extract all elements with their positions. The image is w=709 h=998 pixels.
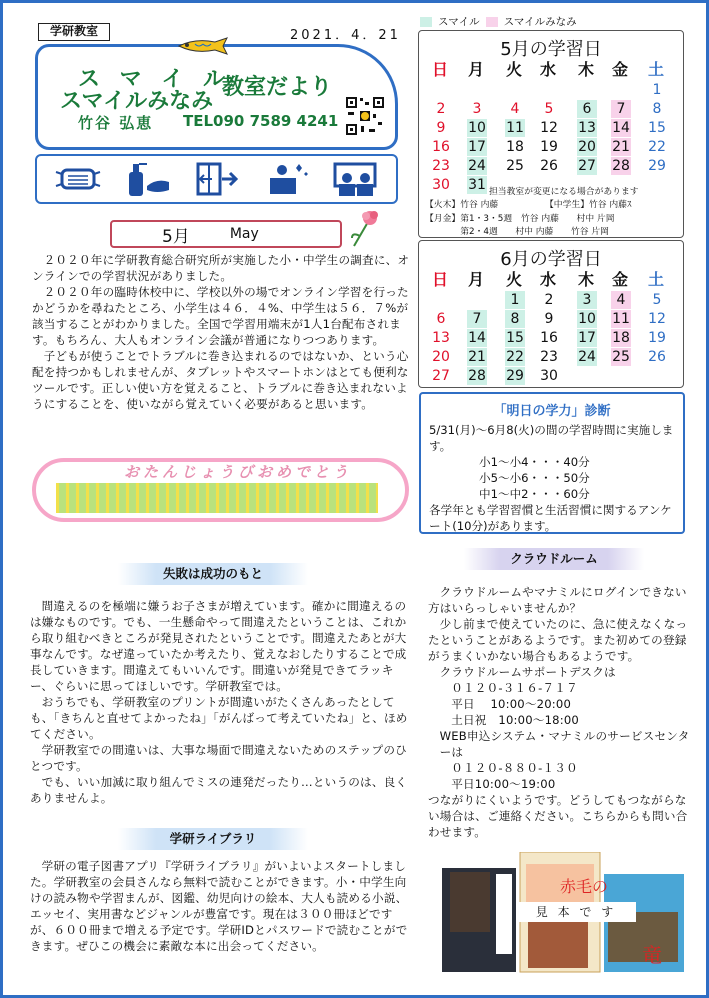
calendar_may-day: 28 [612, 158, 630, 174]
teacher-name: 竹谷 弘恵 [78, 114, 154, 132]
calendar_june-day: 24 [578, 349, 596, 365]
svg-text:竜: 竜 [642, 943, 662, 967]
calendar_june-day: 9 [544, 311, 554, 327]
calendar_may-day: 16 [432, 139, 450, 155]
legend-swatch-smile [420, 17, 432, 27]
calendar_june-day: 27 [432, 368, 450, 384]
calendar_june-day: 11 [612, 311, 630, 327]
calendar_may-day: 15 [648, 120, 666, 136]
birthday-name-band [56, 483, 378, 513]
calendar_may-day: 30 [432, 177, 450, 193]
phone-number: TEL090 7589 4241 [183, 112, 339, 130]
failure-paragraph-3: 学研教室での間違いは、大事な場面で間違えないためのステップのひとつです。 [30, 743, 407, 773]
intro-paragraph-2: ２０２０年の臨時休校中に、学校以外の場でオンライン学習を行ったかどうかを尋ねたところ、小学生は４６．４%、中学生は５６．７%が該当することがわかりました。全国で学習用端末が1人1台配布されます。もちろん、大人もオンライン会議が普通になりつつあります。 [32, 285, 409, 347]
web-service-label: WEB申込システム・マナミルのサービスセンターは [439, 729, 690, 759]
web-service-hours: 平日10:00～19:00 [451, 777, 556, 791]
calendar-legend [420, 14, 577, 29]
section-library-title: 学研ライブラリ [118, 828, 308, 850]
legend-label-minami: スマイルみなみ [503, 16, 577, 28]
section-cloud-text [428, 584, 693, 840]
calendar_may-dow-2: 火 [505, 60, 522, 79]
calendar_june-day: 14 [468, 330, 486, 346]
calendar_may-day: 12 [540, 120, 558, 136]
cloud-paragraph-2: 少し前まで使えていたのに、急に使えなくなったということがあるようです。また初めての登録がうまくいかない場合もあるようです。 [428, 617, 688, 663]
calendar_june-day: 6 [436, 311, 446, 327]
title-line-2: スマイルみなみ [60, 89, 214, 114]
calendar-may-title: 5月の学習日 [500, 39, 602, 60]
assessment-box [419, 392, 685, 534]
legend-swatch-minami [486, 17, 498, 27]
calendar_june-dow-1: 月 [467, 270, 484, 289]
calendar_may-day: 26 [540, 158, 558, 174]
qr-code-icon [345, 96, 385, 136]
calendar_june-day: 19 [648, 330, 666, 346]
calendar_may-day: 7 [611, 100, 631, 118]
calendar_may-day: 14 [612, 120, 630, 136]
month-banner [110, 220, 342, 248]
partition-icon [331, 160, 379, 198]
cloud-weekday-hours: 平日 10:00～20:00 [451, 697, 572, 711]
calendar_june-dow-6: 土 [647, 270, 664, 289]
calendar_may-day: 9 [436, 120, 446, 136]
calendar_may-dow-1: 月 [467, 60, 484, 79]
classroom-tag: 学研教室 [38, 23, 110, 41]
calendar_may-day: 6 [577, 100, 597, 118]
calendar_june-day: 8 [505, 310, 525, 328]
calendar_may-dow-3: 水 [539, 60, 556, 79]
calendar_may-day: 25 [506, 158, 524, 174]
calendar_may-day: 17 [468, 139, 486, 155]
calendar_june-dow-2: 火 [505, 270, 522, 289]
section-failure-text [30, 598, 410, 806]
calendar_may-day: 29 [648, 158, 666, 174]
section-library-text [30, 858, 410, 954]
ventilation-icon [192, 160, 240, 198]
cloud-paragraph-1: クラウドルームやマナミルにログインできない方はいらっしゃいませんか？ [428, 585, 687, 615]
section-failure-title: 失敗は成功のもと [118, 563, 308, 585]
calendar_may-day: 1 [652, 82, 662, 98]
calendar-may-note: 担当教室が変更になる場合があります [489, 187, 639, 197]
failure-paragraph-2: おうちでも、学研教室のプリントが間違いがたくさんあったとしても、「きちんと直せてよかったね」「がんばって考えていたね」と、ほめてください。 [30, 695, 408, 741]
assessment-line-2: 小1～小4・・・40分 [479, 455, 590, 469]
calendar_may-day: 8 [652, 101, 662, 117]
calendar_may-day: 24 [468, 158, 486, 174]
calendar_may-dow-0: 日 [431, 60, 448, 79]
calendar_may-day: 27 [578, 158, 596, 174]
birthday-banner-title: おたんじょうびおめでとう [124, 463, 353, 481]
intro-paragraph-1: ２０２０年に学研教育総合研究所が実施した小・中学生の調査に、オンラインでの学習状況がありました。 [32, 253, 410, 283]
safety-icon-bar [35, 154, 398, 204]
issue-date: 2021．4．21 [290, 28, 401, 43]
calendar_may-day: 2 [436, 101, 446, 117]
calendar_june-day: 17 [578, 330, 596, 346]
cloud-paragraph-last: つながりにくいようです。どうしてもつながらない場合は、ご連絡ください。こちらからも問い合わせます。 [428, 793, 688, 839]
calendar_may-day: 21 [612, 139, 630, 155]
calendar_may-day: 4 [510, 101, 520, 117]
calendar_may-day: 13 [578, 120, 596, 136]
cleaning-icon [262, 160, 310, 198]
calendar_june-day: 4 [611, 291, 631, 309]
assessment-line-5: 各学年とも学習習慣と生活習慣に関するアンケート(10分)があります。 [429, 503, 672, 533]
calendar_june-day: 5 [652, 292, 662, 308]
calendar_may-day: 19 [540, 139, 558, 155]
calendar_may-day: 10 [468, 120, 486, 136]
calendar_june-day: 7 [467, 310, 487, 328]
cloud-support-label: クラウドルームサポートデスクは [439, 665, 616, 679]
hand-sanitizer-icon [123, 160, 171, 198]
cloud-weekend-hours: 土日祝 10:00～18:00 [451, 713, 579, 727]
title-line-1: ス マ イ ル [78, 67, 231, 92]
calendar_may-day: 5 [544, 101, 554, 117]
carnation-icon [346, 208, 380, 248]
calendar_may-day: 20 [578, 139, 596, 155]
calendar_may-day: 23 [432, 158, 450, 174]
calendar_june-day: 22 [506, 349, 524, 365]
calendar_june-day: 13 [432, 330, 450, 346]
title-main: 教室だより [222, 75, 333, 100]
month-label-jp: 5月 [162, 226, 190, 247]
carp-streamer-icon [175, 36, 231, 56]
failure-paragraph-1: 間違えるのを極端に嫌うお子さまが増えています。確かに間違えるのは嫌なものです。でも、一生懸命やって間違えたということは、これから取り組むべきところが発見されたということです。間違えたあとが大事なんです。なぜ違っていたか考えたり、覚えなおしたりすることで成長していきます。間違えてもいいんです。間違いが発見できてラッキー、ぐらいに思ってほしいです。学研教室では。 [30, 599, 407, 693]
calendar_june-day: 26 [648, 349, 666, 365]
assessment-line-3: 小5～小6・・・50分 [479, 471, 590, 485]
library-paragraph-1: 学研の電子図書アプリ『学研ライブラリ』がいよいよスタートしました。学研教室の会員さんなら無料で読むことができます。小・中学生向けの読み物や学習まんが、図鑑、幼児向けの絵本、大人も読める小説、エッセイ、実用書などジャンルが豊富です。現在は３００冊ほどですが、６００冊まで増える予定です。学研IDとパスワードで読むことができます。ぜひこの機会に素敵な本に出会ってください。 [30, 859, 408, 953]
calendar-may-staff-4: 第2・4週 村中 内藤 竹谷 片岡 [425, 227, 609, 237]
calendar_may-dow-5: 金 [611, 60, 628, 79]
calendar_june-day: 30 [540, 368, 558, 384]
calendar_june-dow-4: 木 [577, 270, 594, 289]
calendar_june-day: 29 [506, 368, 524, 384]
calendar_june-day: 3 [577, 291, 597, 309]
calendar_june-day: 12 [648, 311, 666, 327]
svg-text:赤毛の: 赤毛の [560, 877, 609, 896]
calendar-june [418, 240, 684, 388]
legend-label-smile: スマイル [438, 16, 480, 28]
calendar_june-day: 1 [505, 291, 525, 309]
calendar_june-day: 25 [612, 349, 630, 365]
books-caption: 見 本 で す [516, 902, 636, 922]
calendar-june-title: 6月の学習日 [500, 249, 602, 270]
calendar_june-day: 16 [540, 330, 558, 346]
assessment-title: 「明日の学力」診断 [493, 404, 611, 419]
intro-paragraph-3: 子どもが使うことでトラブルに巻き込まれるのではないか、という心配を持つかもしれませんが、タブレットやスマートホンはとても便利なツールです。正しい使い方を覚えること、トラブルに巻き込まれないようにすることを、使いながら覚えていく必要があると思います。 [32, 349, 409, 411]
calendar-may-staff-1: 【火木】竹谷 内藤 [425, 200, 499, 210]
calendar_may-day: 22 [648, 139, 666, 155]
calendar_may-dow-4: 木 [577, 60, 594, 79]
calendar_june-day: 28 [468, 368, 486, 384]
intro-text [32, 252, 412, 412]
calendar_may-day: 31 [468, 177, 486, 193]
calendar_june-day: 21 [468, 349, 486, 365]
calendar_june-dow-3: 水 [539, 270, 556, 289]
calendar_may-dow-6: 土 [647, 60, 664, 79]
mask-icon [54, 160, 102, 198]
section-cloud-title: クラウドルーム [464, 548, 644, 570]
calendar_june-day: 10 [578, 311, 596, 327]
calendar-may [418, 30, 684, 238]
calendar_june-day: 20 [432, 349, 450, 365]
assessment-line-4: 中1～中2・・・60分 [479, 487, 590, 501]
assessment-line-1: 5/31(月)～6月8(火)の間の学習時間に実施します。 [429, 423, 674, 453]
month-label-en: May [229, 226, 259, 242]
calendar_may-day: 11 [506, 120, 524, 136]
calendar_may-day: 3 [472, 101, 482, 117]
calendar-may-staff-2: 【中学生】竹谷 内藤ｽ [545, 200, 632, 210]
calendar_june-dow-0: 日 [431, 270, 448, 289]
calendar_june-day: 15 [506, 330, 524, 346]
failure-paragraph-4: でも、いい加減に取り組んでミスの連発だったり…というのは、良くありませんよ。 [30, 775, 408, 805]
cloud-support-phone: ０１２０-３１６-７１７ [451, 681, 578, 695]
calendar_june-day: 2 [544, 292, 554, 308]
calendar_june-day: 18 [612, 330, 630, 346]
calendar-may-staff-3: 【月金】第1・3・5週 竹谷 内藤 村中 片岡 [425, 214, 615, 224]
calendar_june-dow-5: 金 [611, 270, 628, 289]
calendar_june-day: 23 [540, 349, 558, 365]
web-service-phone: ０１２０-８８０-１３０ [451, 761, 578, 775]
assessment-body [429, 422, 681, 534]
calendar_may-day: 18 [506, 139, 524, 155]
